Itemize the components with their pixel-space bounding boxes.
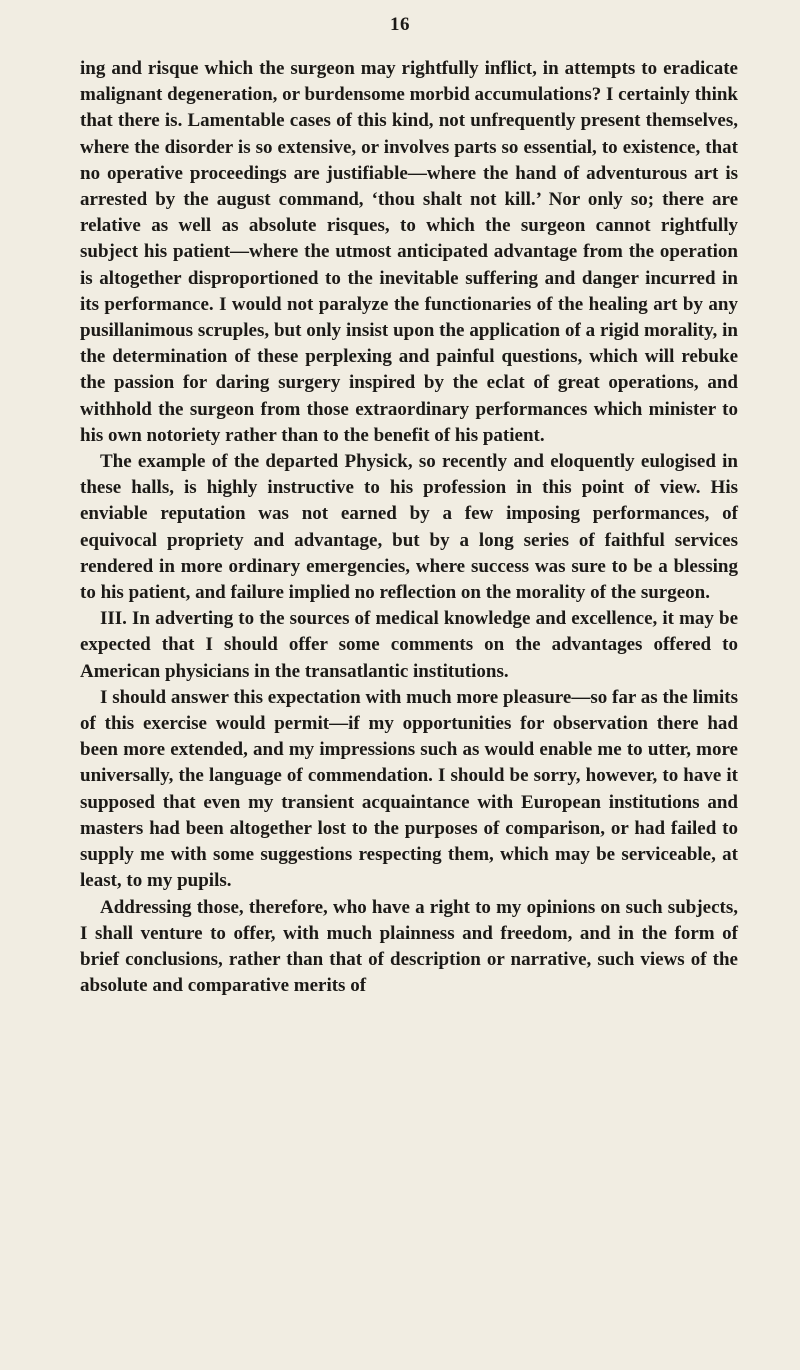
paragraph-addressing: Addressing those, therefore, who have a right to my opinions on such subjects, I shall venture to offer, with much plainness and freedom, and in the form of brief conclusions, rather than that of description or narrative, such views of the absolute and comparative merits of (80, 896, 738, 997)
paragraph-expectation: I should answer this expectation with much more pleasure—so far as the limits of this exercise would permit—if my opportunities for observation there had been more extended, and my impressions such as would enable me to utter, more universally, the language of commendation. I should be sorry, however, to have it supposed that even my transient acquaintance with European institutions and masters had been altogether lost to the purposes of comparison, or had failed to supply me with some suggestions respecting them, which may be serviceable, at least, to my pupils. (80, 686, 738, 892)
body-text (80, 56, 738, 999)
paragraph-section-three: III. In adverting to the sources of medical knowledge and excellence, it may be expected that I should offer some comments on the advantages offered to American physicians in the transatlantic institutions. (80, 608, 738, 682)
paragraph-continuation: ing and risque which the surgeon may rightfully inflict, in attempts to eradicate malignant degeneration, or burdensome morbid accumulations? I certainly think that there is. Lamentable cases of this kind, not unfrequently present themselves, where the disorder is so extensive, or involves parts so essential, to existence, that no operative proceedings are justifiable—where the hand of adventurous art is arrested by the august command, ‘thou shalt not kill.’ Nor only so; there are relative as well as absolute risques, to which the surgeon cannot rightfully subject his patient—where the utmost anticipated advantage from the operation is altogether disproportioned to the inevitable suffering and danger incurred in its performance. I would not paralyze the functionaries of the healing art by any pusillanimous scruples, but only insist upon the application of a rigid morality, in the determination of these perplexing and painful questions, which will rebuke the passion for daring surgery inspired by the eclat of great operations, and withhold the surgeon from those extraordinary performances which minister to his own notoriety rather than to the benefit of his patient. (80, 58, 738, 446)
paragraph-physick: The example of the departed Physick, so recently and eloquently eulogised in these halls, is highly instructive to his profession in this point of view. His enviable reputation was not earned by a few imposing performances, of equivocal propriety and advantage, but by a long series of faithful services rendered in more ordinary emergencies, where success was sure to be a blessing to his patient, and failure implied no reflection on the morality of the surgeon. (80, 451, 738, 604)
page-number: 16 (390, 14, 410, 35)
